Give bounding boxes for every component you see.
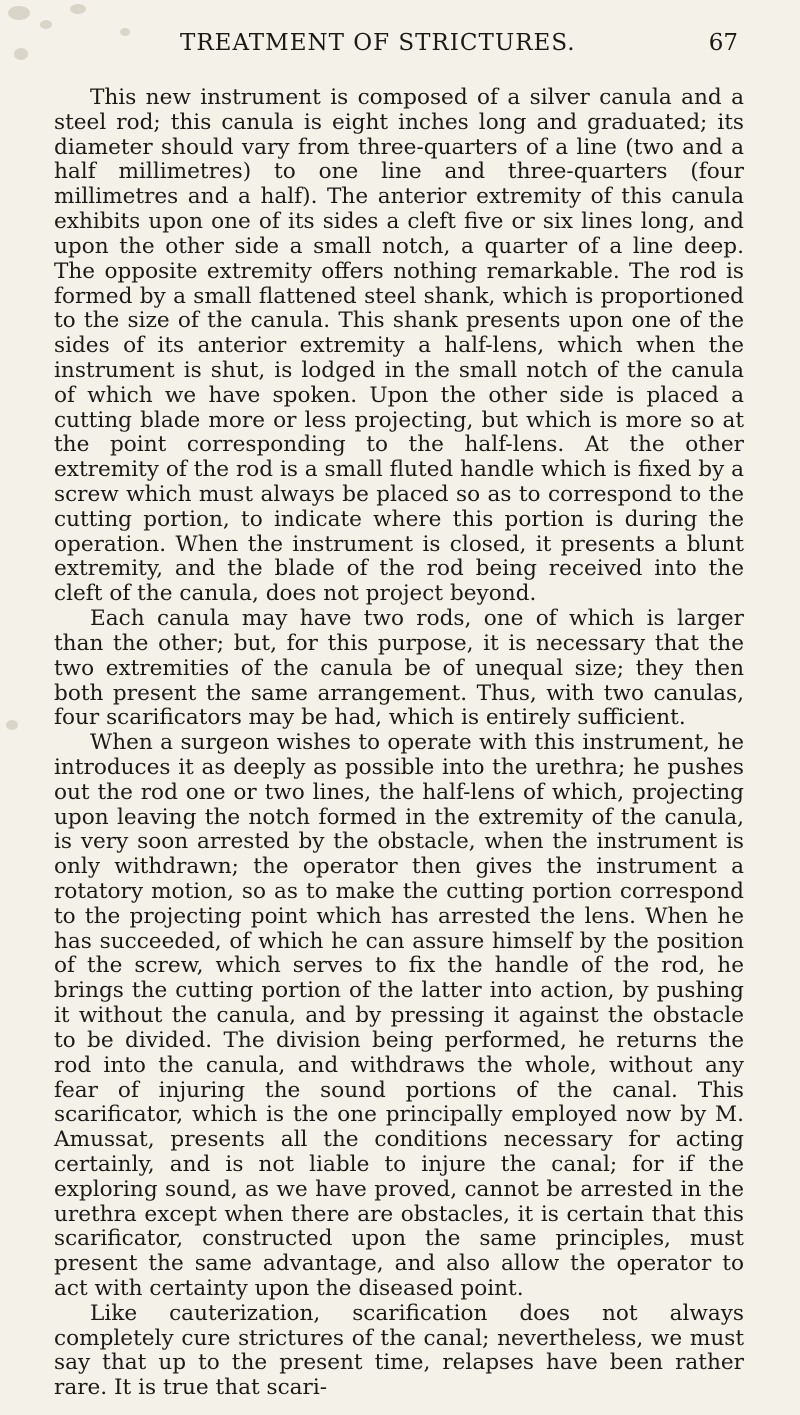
body-text	[54, 86, 744, 1401]
paragraph: This new instrument is composed of a silver canula and a steel rod; this canula is eight inches long and graduated; its diameter should vary from three-quarters of a line (two and a half millimetres) to one line and three-quarters (four millimetres and a half). The anterior extremity of this canula exhibits upon one of its sides a cleft five or six lines long, and upon the other side a small notch, a quarter of a line deep. The opposite extremity offers nothing remarkable. The rod is formed by a small flattened steel shank, which is proportioned to the size of the canula. This shank presents upon one of the sides of its anterior extremity a half-lens, which when the instrument is shut, is lodged in the small notch of the canula of which we have spoken. Upon the other side is placed a cutting blade more or less projecting, but which is more so at the point corresponding to the half-lens. At the other extremity of the rod is a small fluted handle which is fixed by a screw which must always be placed so as to correspond to the cutting portion, to indicate where this portion is during the operation. When the instrument is closed, it presents a blunt extremity, and the blade of the rod being received into the cleft of the canula, does not project beyond.	[54, 85, 744, 607]
page-number: 67	[708, 30, 738, 56]
paragraph: Like cauterization, scarification does not always completely cure strictures of the canal; nevertheless, we must say that up to the present time, relapses have been rather rare. It is true that scari-	[54, 1300, 744, 1401]
paragraph: Each canula may have two rods, one of which is larger than the other; but, for this purpose, it is necessary that the two extremities of the canula be of unequal size; they then both present the same arrangement. Thus, with two canulas, four scarificators may be had, which is entirely sufficient.	[54, 606, 744, 731]
running-title: TREATMENT OF STRICTURES.	[180, 30, 576, 56]
paper-stain	[8, 6, 30, 20]
paper-stain	[40, 20, 52, 29]
paper-stain	[6, 720, 18, 730]
page-header	[0, 30, 800, 60]
paper-stain	[70, 4, 86, 14]
paragraph: When a surgeon wishes to operate with this instrument, he introduces it as deeply as possible into the urethra; he pushes out the rod one or two lines, the half-lens of which, projecting upon leaving the notch formed in the extremity of the canula, is very soon arrested by the obstacle, when the instrument is only withdrawn; the operator then gives the instrument a rotatory motion, so as to make the cutting portion correspond to the projecting point which has arrested the lens. When he has succeeded, of which he can assure himself by the position of the screw, which serves to fix the handle of the rod, he brings the cutting portion of the latter into action, by pushing it without the canula, and by pressing it against the obstacle to be divided. The division being performed, he returns the rod into the canula, and withdraws the whole, without any fear of injuring the sound portions of the canal. This scarificator, which is the one principally employed now by M. Amussat, presents all the conditions necessary for acting certainly, and is not liable to injure the canal; for if the exploring sound, as we have proved, cannot be arrested in the urethra except when there are obstacles, it is certain that this scarificator, constructed upon the same principles, must present the same advantage, and also allow the operator to act with certainty upon the diseased point.	[54, 730, 744, 1301]
